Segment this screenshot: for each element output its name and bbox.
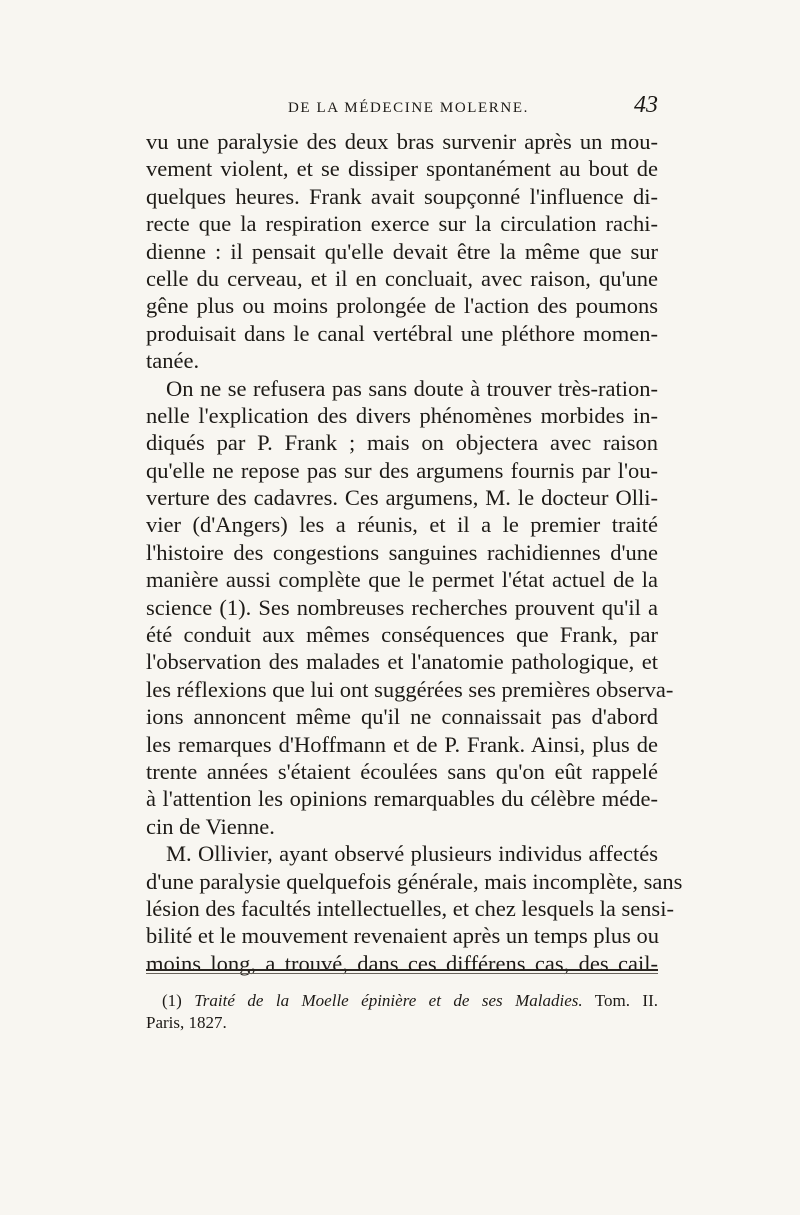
footnote-volume: Tom. II.: [594, 991, 658, 1010]
footnote-marker: (1): [162, 991, 182, 1010]
text-line: gêne plus ou moins prolongée de l'action des poumons: [146, 293, 658, 319]
paragraph-2: [146, 375, 674, 841]
text-line: produisait dans le canal vertébral une pléthore momen-: [146, 320, 658, 346]
page-number: 43: [634, 92, 658, 118]
text-line: l'histoire des congestions sanguines rachidiennes d'une: [146, 539, 658, 565]
paragraph-1: [146, 128, 658, 375]
running-title: DE LA MÉDECINE MOLERNE.: [288, 100, 529, 116]
text-line: trente années s'étaient écoulées sans qu'on eût rappelé: [146, 758, 658, 784]
text-line: celle du cerveau, et il en concluait, avec raison, qu'une: [146, 265, 658, 291]
paragraph-3: [146, 840, 683, 977]
text-line: On ne se refusera pas sans doute à trouver très-ration-: [166, 375, 658, 401]
text-line: l'observation des malades et l'anatomie pathologique, et: [146, 649, 658, 675]
text-line: nelle l'explication des divers phénomènes morbides in-: [146, 402, 658, 428]
text-line: ions annoncent même qu'il ne connaissait pas d'abord: [146, 704, 658, 730]
running-header: [146, 92, 658, 126]
text-line: cin de Vienne.: [146, 813, 275, 839]
text-line: tanée.: [146, 348, 200, 374]
text-line: manière aussi complète que le permet l'état actuel de la: [146, 567, 658, 593]
footnote-place-year: Paris, 1827.: [146, 1013, 227, 1032]
text-line: qu'elle ne repose pas sur des argumens fournis par l'ou-: [146, 457, 658, 483]
footnote-book-title: Traité de la Moelle épinière et de ses Maladies.: [194, 991, 583, 1010]
text-line: science (1). Ses nombreuses recherches prouvent qu'il a: [146, 594, 658, 620]
footnote-line-1: [146, 990, 658, 1012]
text-line: vier (d'Angers) les a réunis, et il a le premier traité: [146, 512, 658, 538]
text-line: lésion des facultés intellectuelles, et chez lesquels la sensi-: [146, 895, 674, 921]
text-line: recte que la respiration exerce sur la circulation rachi-: [146, 211, 658, 237]
body-text: [146, 128, 683, 977]
text-line: quelques heures. Frank avait soupçonné l'influence di-: [146, 183, 658, 209]
text-line: dienne : il pensait qu'elle devait être la même que sur: [146, 238, 658, 264]
text-line: moins long, a trouvé, dans ces différens cas, des cail-: [146, 950, 658, 976]
text-line: les réflexions que lui ont suggérées ses premières observa-: [146, 676, 674, 702]
text-line: verture des cadavres. Ces argumens, M. le docteur Olli-: [146, 485, 658, 511]
text-line: vement violent, et se dissiper spontanément au bout de: [146, 156, 658, 182]
text-line: été conduit aux mêmes conséquences que Frank, par: [146, 622, 658, 648]
text-line: à l'attention les opinions remarquables du célèbre méde-: [146, 786, 658, 812]
footnote-divider-thin: [146, 973, 658, 974]
text-line: les remarques d'Hoffmann et de P. Frank. Ainsi, plus de: [146, 731, 658, 757]
text-line: diqués par P. Frank ; mais on objectera avec raison: [146, 430, 658, 456]
footnote: [146, 990, 658, 1034]
text-line: d'une paralysie quelquefois générale, mais incomplète, sans: [146, 868, 683, 894]
text-line: bilité et le mouvement revenaient après un temps plus ou: [146, 923, 659, 949]
text-line: vu une paralysie des deux bras survenir après un mou-: [146, 129, 658, 154]
footnote-divider: [146, 969, 658, 971]
text-line: M. Ollivier, ayant observé plusieurs individus affectés: [166, 841, 658, 867]
